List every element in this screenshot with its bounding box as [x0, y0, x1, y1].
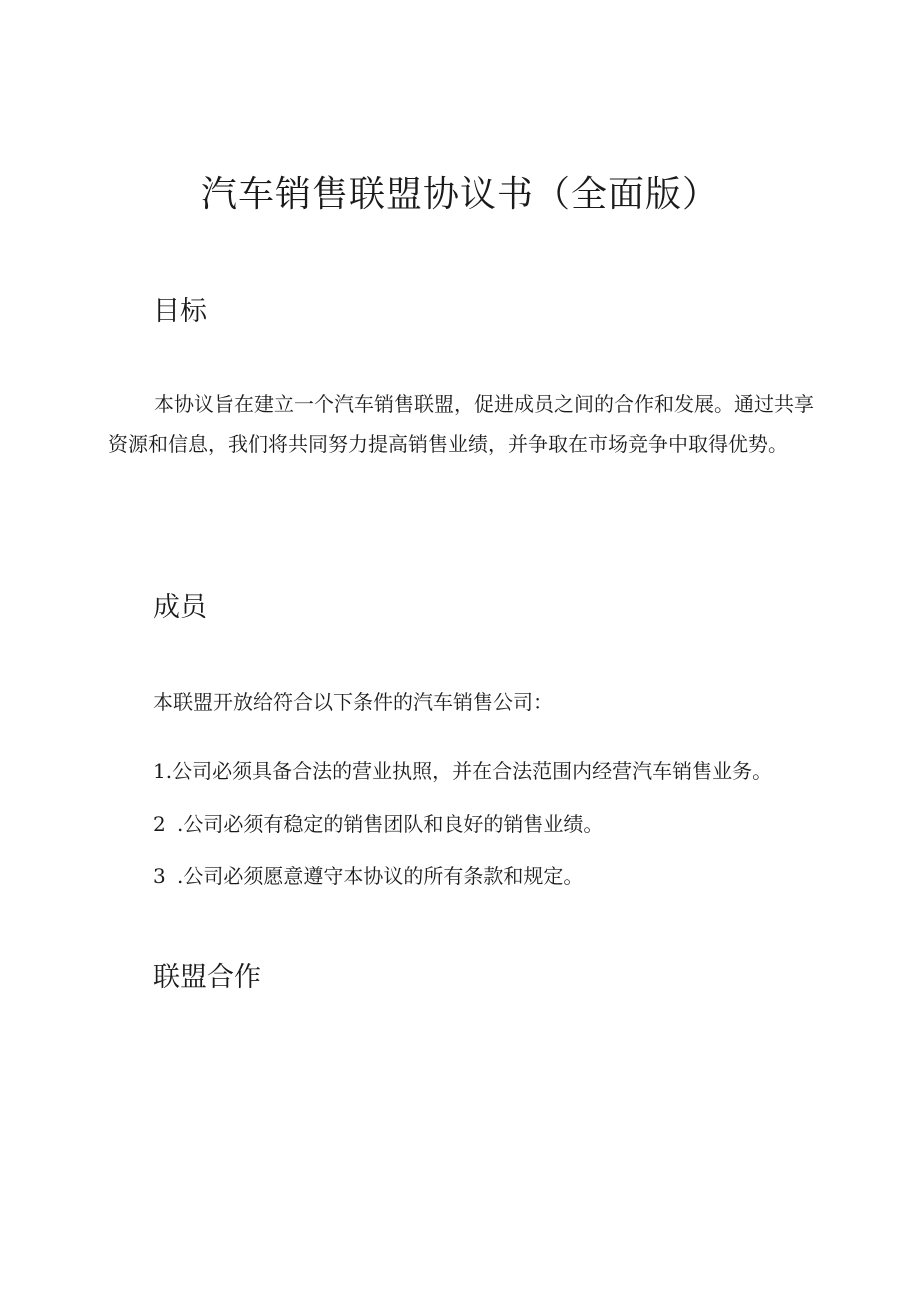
list-item-text: .公司必须愿意遵守本协议的所有条款和规定。	[177, 864, 584, 888]
list-item	[153, 804, 603, 844]
members-intro: 本联盟开放给符合以下条件的汽车销售公司：	[153, 690, 553, 714]
section-heading-members: 成员	[153, 592, 207, 623]
list-item-text: 公司必须具备合法的营业执照，并在合法范围内经营汽车销售业务。	[172, 759, 773, 783]
document-title: 汽车销售联盟协议书（全面版）	[200, 174, 719, 215]
list-item-number: 3	[153, 864, 166, 888]
goal-paragraph: 本协议旨在建立一个汽车销售联盟，促进成员之间的合作和发展。通过共享资源和信息，我们将共同努力提高销售业绩，并争取在市场竞争中取得优势。	[108, 392, 814, 456]
section-heading-goal: 目标	[153, 296, 207, 327]
list-item-number: 1.	[153, 759, 173, 783]
list-item	[153, 856, 583, 896]
list-item-number: 2	[153, 812, 166, 836]
list-item	[153, 751, 772, 791]
section-heading-cooperation: 联盟合作	[153, 962, 261, 993]
list-item-text: .公司必须有稳定的销售团队和良好的销售业绩。	[177, 812, 604, 836]
